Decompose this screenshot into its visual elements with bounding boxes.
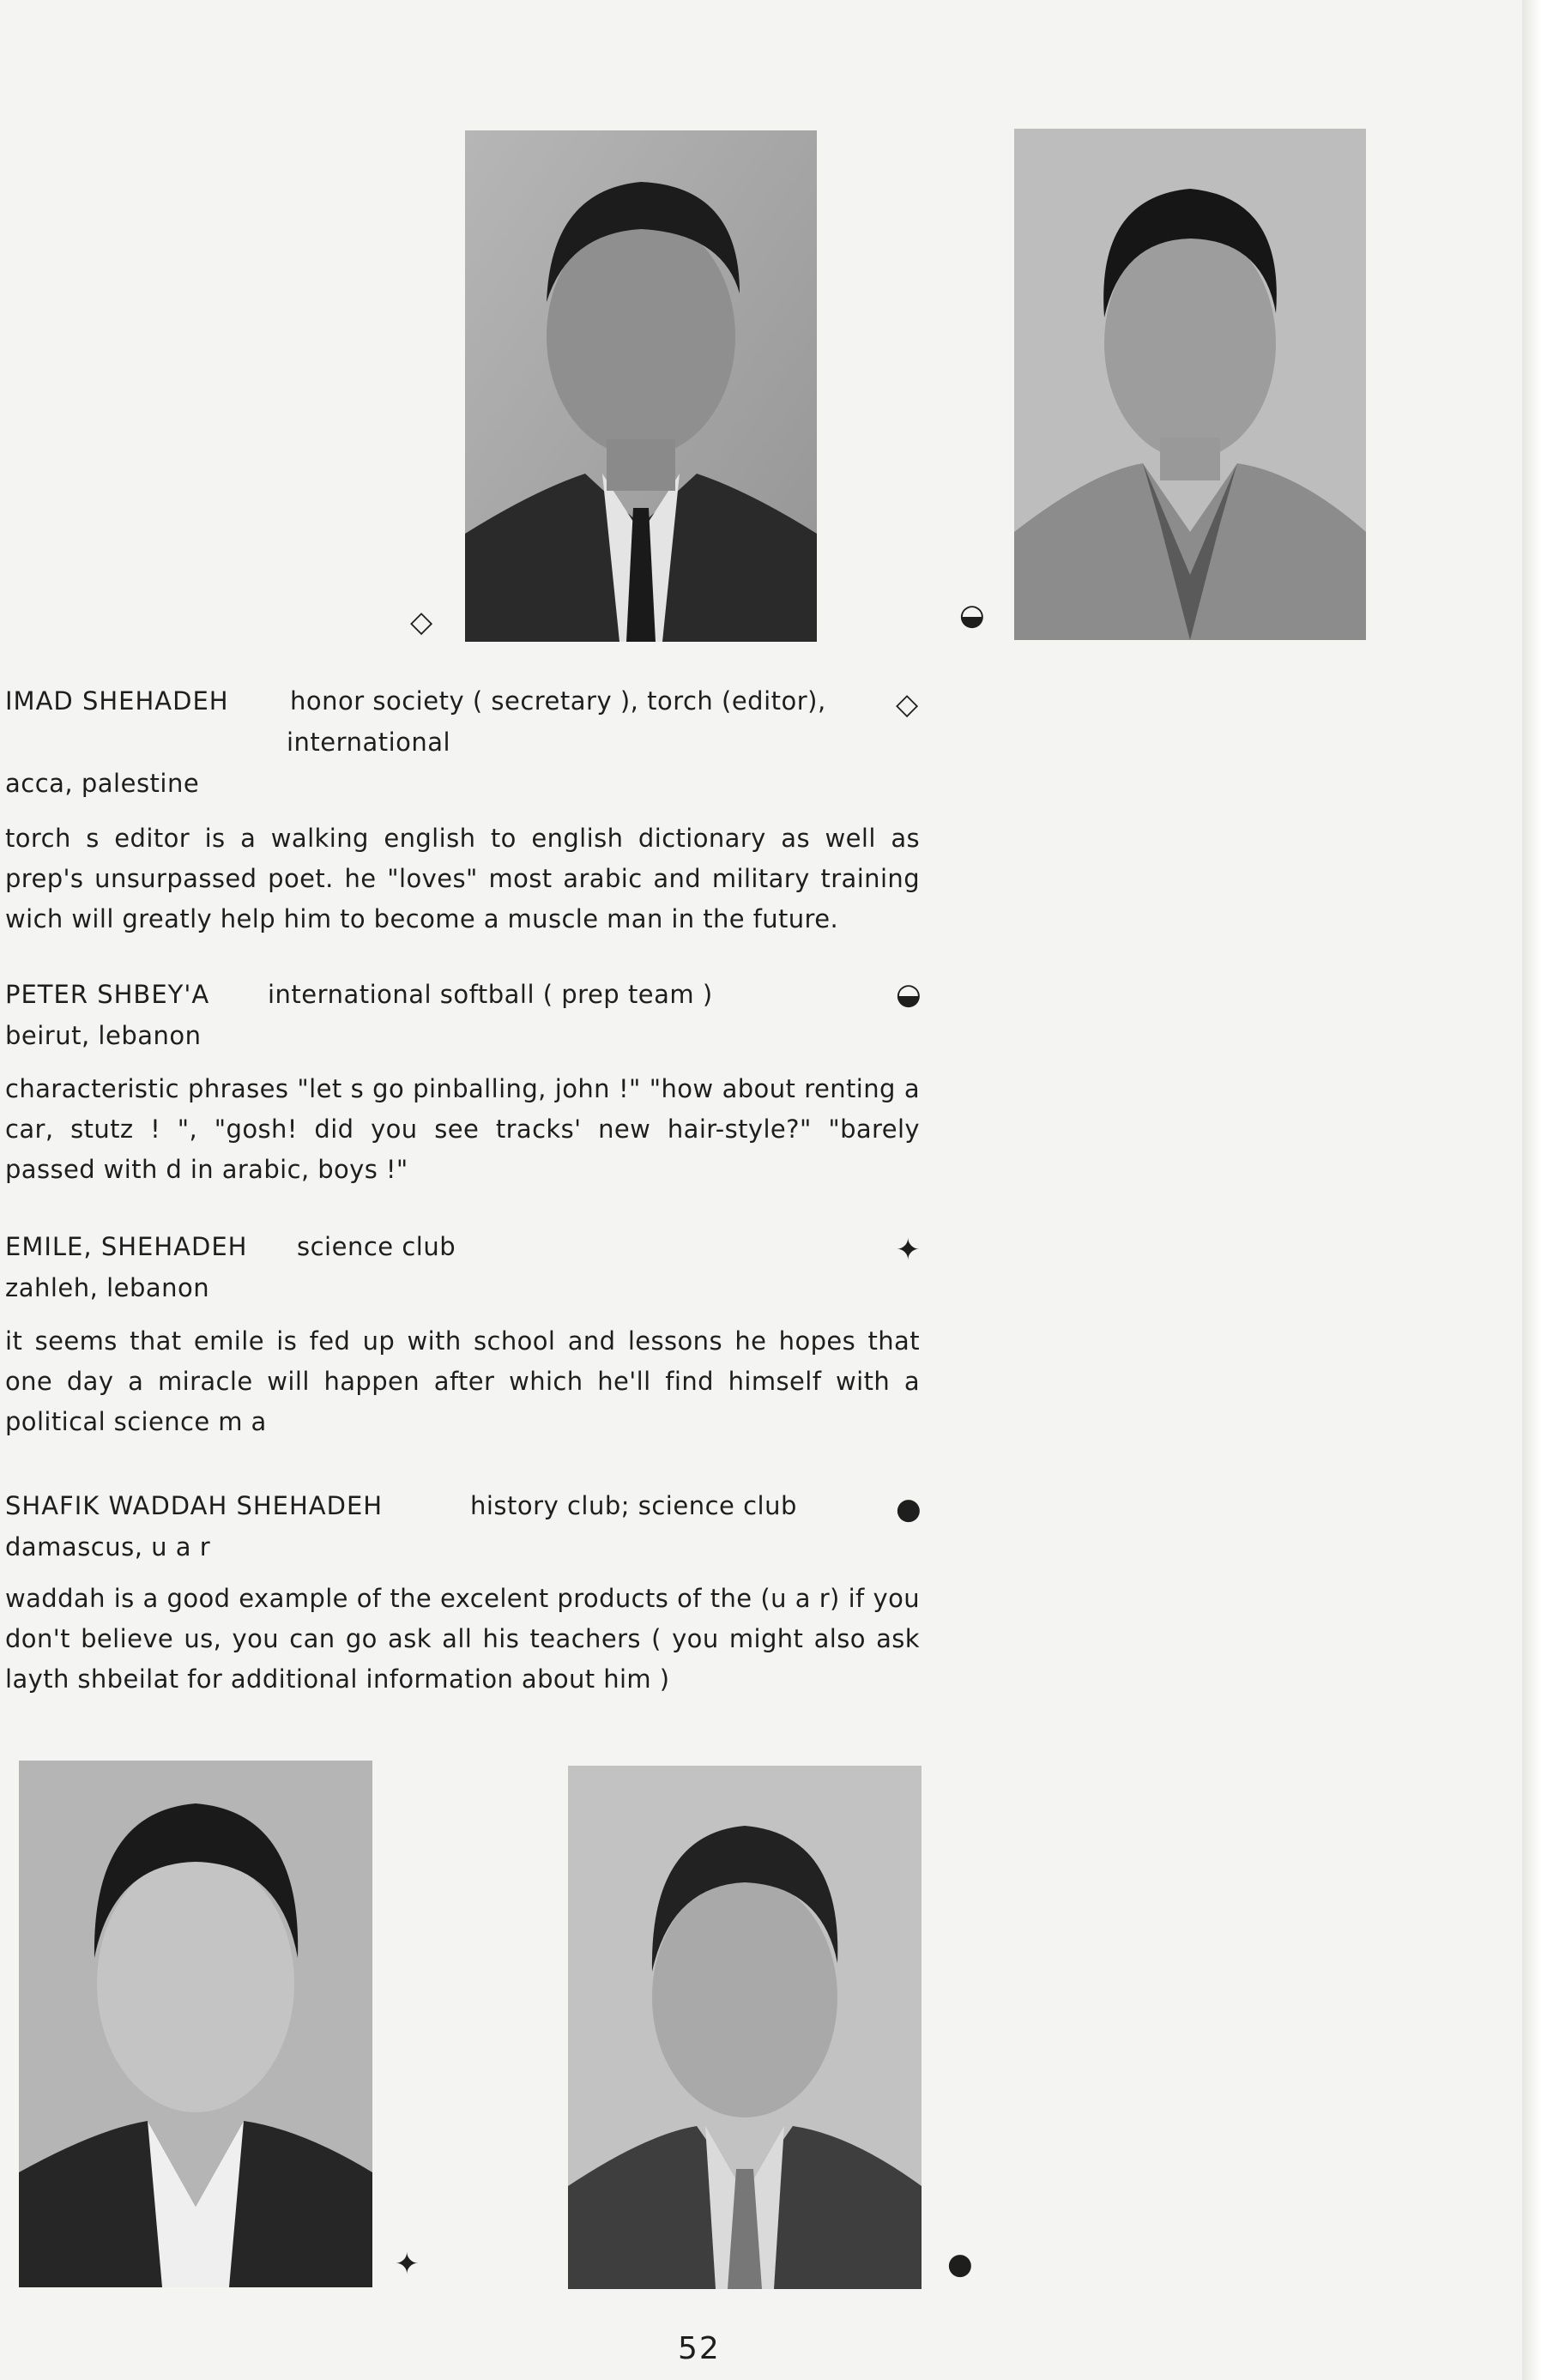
- hometown-peter: beirut, lebanon: [5, 1021, 202, 1050]
- half-circle-icon: ◒: [959, 598, 985, 632]
- portrait-photo-emile: [19, 1761, 372, 2287]
- diamond-icon: ◇: [410, 605, 433, 639]
- activities-emile: science club: [297, 1232, 456, 1261]
- activities-imad-line2: international: [287, 728, 451, 757]
- bio-emile: it seems that emile is fed up with school and lessons he hopes that one day a miracle will happen after which he'll find himself with a political science m a: [5, 1326, 920, 1436]
- student-name-peter: PETER SHBEY'A: [5, 980, 210, 1009]
- hometown-emile: zahleh, lebanon: [5, 1273, 210, 1302]
- hometown-shafik: damascus, u a r: [5, 1532, 211, 1561]
- dot-icon: ●: [947, 2247, 973, 2281]
- portrait-photo-peter: [1014, 129, 1366, 640]
- page-edge: [1522, 0, 1541, 2380]
- portrait-photo-imad: [465, 130, 817, 642]
- bio-imad: torch s editor is a walking english to english dictionary as well as prep's unsurpassed poet. he "loves" most arabic and military training wich will greatly help him to become a muscle man in the future.: [5, 824, 920, 933]
- activities-peter: international softball ( prep team ): [268, 980, 713, 1009]
- student-name-emile: EMILE, SHEHADEH: [5, 1232, 248, 1261]
- diamond-icon: ◇: [896, 687, 919, 722]
- bio-shafik: waddah is a good example of the excelent products of the (u a r) if you don't believe us, you can go ask all his teachers ( you might also ask layth shbeilat for additional information about him ): [5, 1584, 920, 1694]
- star-icon: ✦: [896, 1233, 921, 1267]
- activities-imad: honor society ( secretary ), torch (editor),: [290, 686, 826, 716]
- portrait-photo-shafik: [568, 1766, 922, 2289]
- student-name-imad: IMAD SHEHADEH: [5, 686, 229, 716]
- hometown-imad: acca, palestine: [5, 769, 200, 798]
- half-circle-icon: ◒: [896, 977, 922, 1012]
- dot-icon: ●: [896, 1492, 922, 1526]
- student-name-shafik: SHAFIK WADDAH SHEHADEH: [5, 1491, 384, 1520]
- bio-peter: characteristic phrases "let s go pinballing, john !" "how about renting a car, stutz ! ", "gosh! did you see tracks' new hair-style?" "barely passed with d in arabic, boys !": [5, 1074, 920, 1184]
- activities-shafik: history club; science club: [470, 1491, 797, 1520]
- page-number: 52: [678, 2331, 721, 2366]
- star-icon: ✦: [395, 2247, 420, 2281]
